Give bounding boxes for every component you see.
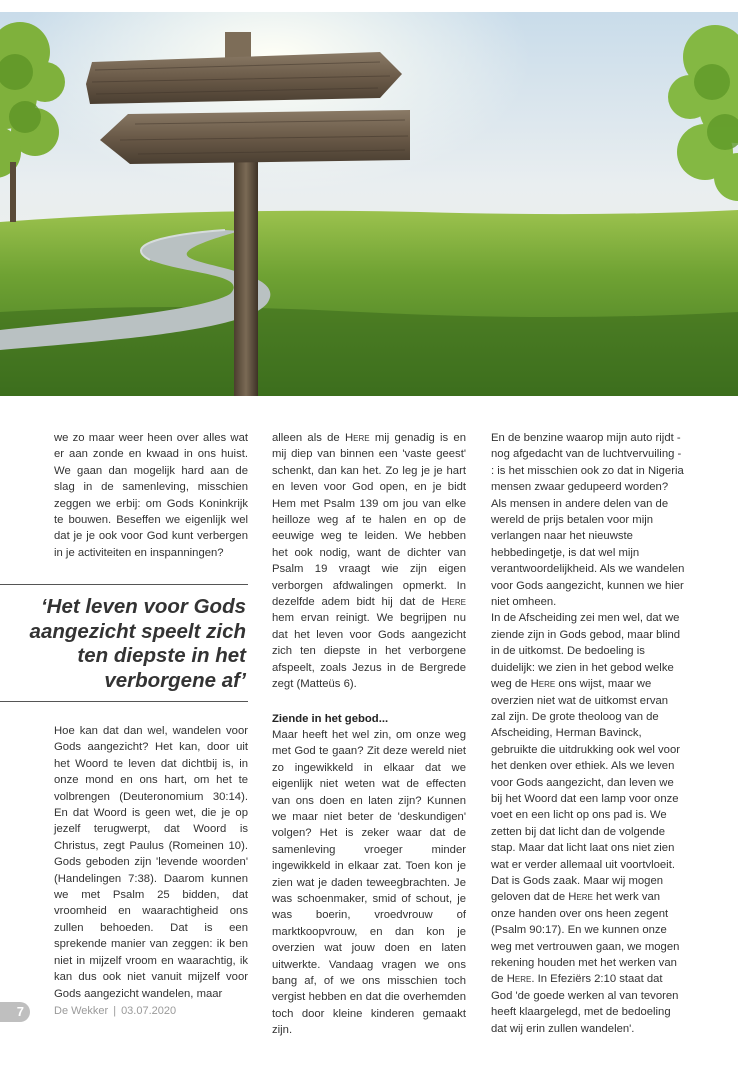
column-1: [54, 430, 248, 561]
here-smallcaps: Here: [441, 596, 466, 609]
text-run: hem ervan reinigt. We begrijpen nu dat het leven voor Gods aangezicht zich ten diepste in het verborgene afspeelt, zoals Jezus in de Bergrede zegt (Matteüs 6).: [272, 612, 466, 691]
text-run: mij genadig is en mij diep van binnen een 'vaste geest' schenkt, dan kan het. Zo leg je je hart en leven voor God open, en je bidt Hem met Psalm 139 om jou van elke heilloze weg af te halen en op de eeuwige weg te leiden. We hebben het ook nodig, want de dichter van Psalm 19 vraagt wie zijn eigen verborgen afdwalingen opmerkt. In dezelfde adem bidt hij dat de: [272, 432, 467, 609]
here-smallcaps: Here: [530, 678, 556, 691]
text-run: In de Afscheiding zei men wel, dat we ziende zijn in Gods gebod, maar blind in de uitkomst. De bedoeling is duidelijk: we zien in het gebod welke weg de: [491, 612, 681, 691]
column-1-lower: [54, 723, 248, 1002]
issue-date: 03.07.2020: [121, 1005, 177, 1017]
column-2: [272, 430, 466, 1039]
here-smallcaps: Here: [568, 891, 593, 904]
here-smallcaps: Here: [506, 973, 532, 986]
hero-photo: [0, 12, 738, 396]
pull-quote-text: ‘Het leven voor Gods aangezicht speelt zich ten diepste in het verborgene af’: [29, 595, 246, 692]
text-run: alleen als de: [272, 432, 345, 444]
text-run: ons wijst, maar we overzien niet wat de uitkomst ervan zal zijn. De grote theoloog van de Afscheiding, Herman Bavinck, gebruikte die uitdrukking ook wel voor het denken over ethiek. Als we leven voor Gods aangezicht, dan leven we bij het Woord dat een lamp voor onze voet en een licht op ons pad is. We zetten bij dat licht dan de volgende stap. Maar dat licht laat ons niet zien wat er verder allemaal uit voortvloeit. Dat is Gods zaak. Maar wij mogen geloven dat de: [491, 678, 681, 904]
text-run: . In Efeziërs 2:10 staat dat God 'de goede werken al van tevoren heeft klaargelegd, met de bedoeling dat wij erin zullen wandelen'.: [491, 973, 679, 1035]
signpost-photo-icon: [0, 12, 738, 396]
column-3: [491, 430, 685, 1037]
paragraph: Hoe kan dat dan wel, wandelen voor Gods aangezicht? Het kan, door uit het Woord te leven dat dichtbij is, in onze mond en ons hart, om het te volbrengen (Deuteronomium 30:14). En dat Woord is geen wet, die je op jezelf terugwerpt, dat Woord is Christus, zegt Paulus (Romeinen 10). Gods geboden zijn 'levende woorden' (Handelingen 7:38). Daarom kunnen we met Psalm 25 bidden, dat vroomheid en waarachtigheid ons zullen behoeden. Dat is een sprekende manier van zeggen: ik ben niet in mijzelf vroom en waarachtig, ik kan dus ook niet vanuit mijzelf voor Gods aangezicht wandelen, maar: [54, 725, 248, 1000]
page-number: 7: [0, 1002, 30, 1022]
footer-publication-line: [54, 1005, 176, 1017]
paragraph: En de benzine waarop mijn auto rijdt - nog afgedacht van de luchtvervuiling - : is het misschien ook zo dat in Nigeria mensen zwaar gedupeerd worden? Als mensen in andere delen van de wereld de prijs betalen voor mijn verlangen naar het nieuwste hebbedingetje, is dat wel mijn verantwoordelijkheid. Als we wandelen voor Gods aangezicht, kunnen we hier niet omheen.: [491, 432, 685, 609]
publication-name: De Wekker: [54, 1005, 109, 1017]
page-footer: [0, 1002, 300, 1022]
here-smallcaps: Here: [344, 432, 370, 444]
paragraph: [272, 430, 466, 693]
section-heading: Ziende in het gebod...: [272, 712, 389, 725]
pull-quote: [0, 584, 248, 702]
paragraph: we zo maar weer heen over alles wat er aan zonde en kwaad in ons huist. We gaan dan mogelijk hard aan de slag in de samenleving, misschien zeggen we erbij: om Gods Koninkrijk te bouwen. Beseffen we eigenlijk wel dat je je ook voor God kunt verbergen in je activiteiten en inspanningen?: [54, 432, 248, 559]
paragraph: Maar heeft het wel zin, om onze weg met God te gaan? Zit deze wereld niet zo ingewikkeld in elkaar dat we eigenlijk niet weten wat de effecten van ons doen en laten zijn? Kunnen we maar niet beter de 'deskundigen' volgen? Het is zeker waar dat de samenleving vroeger minder ingewikkeld in elkaar zat. Toen kon je zien wat je daden teweegbrachten. Je was schoenmaker, smid of schout, je was boerin, vroedvrouw of marktkoopvrouw, en dan kon je overzien wat jouw doen en laten uitwerkte. Vandaag vragen we ons bang af, of we ons misschien toch vergist hebben en dat die overhemden toch door kleine kinderen gemaakt zijn.: [272, 728, 466, 1037]
paragraph: [491, 610, 685, 1037]
footer-separator: |: [113, 1005, 117, 1017]
text-run: het werk van onze handen over ons heen zegent (Psalm 90:17). En we kunnen onze weg met vertrouwen gaan, we mogen rekening houden met het werken van de: [491, 891, 680, 986]
